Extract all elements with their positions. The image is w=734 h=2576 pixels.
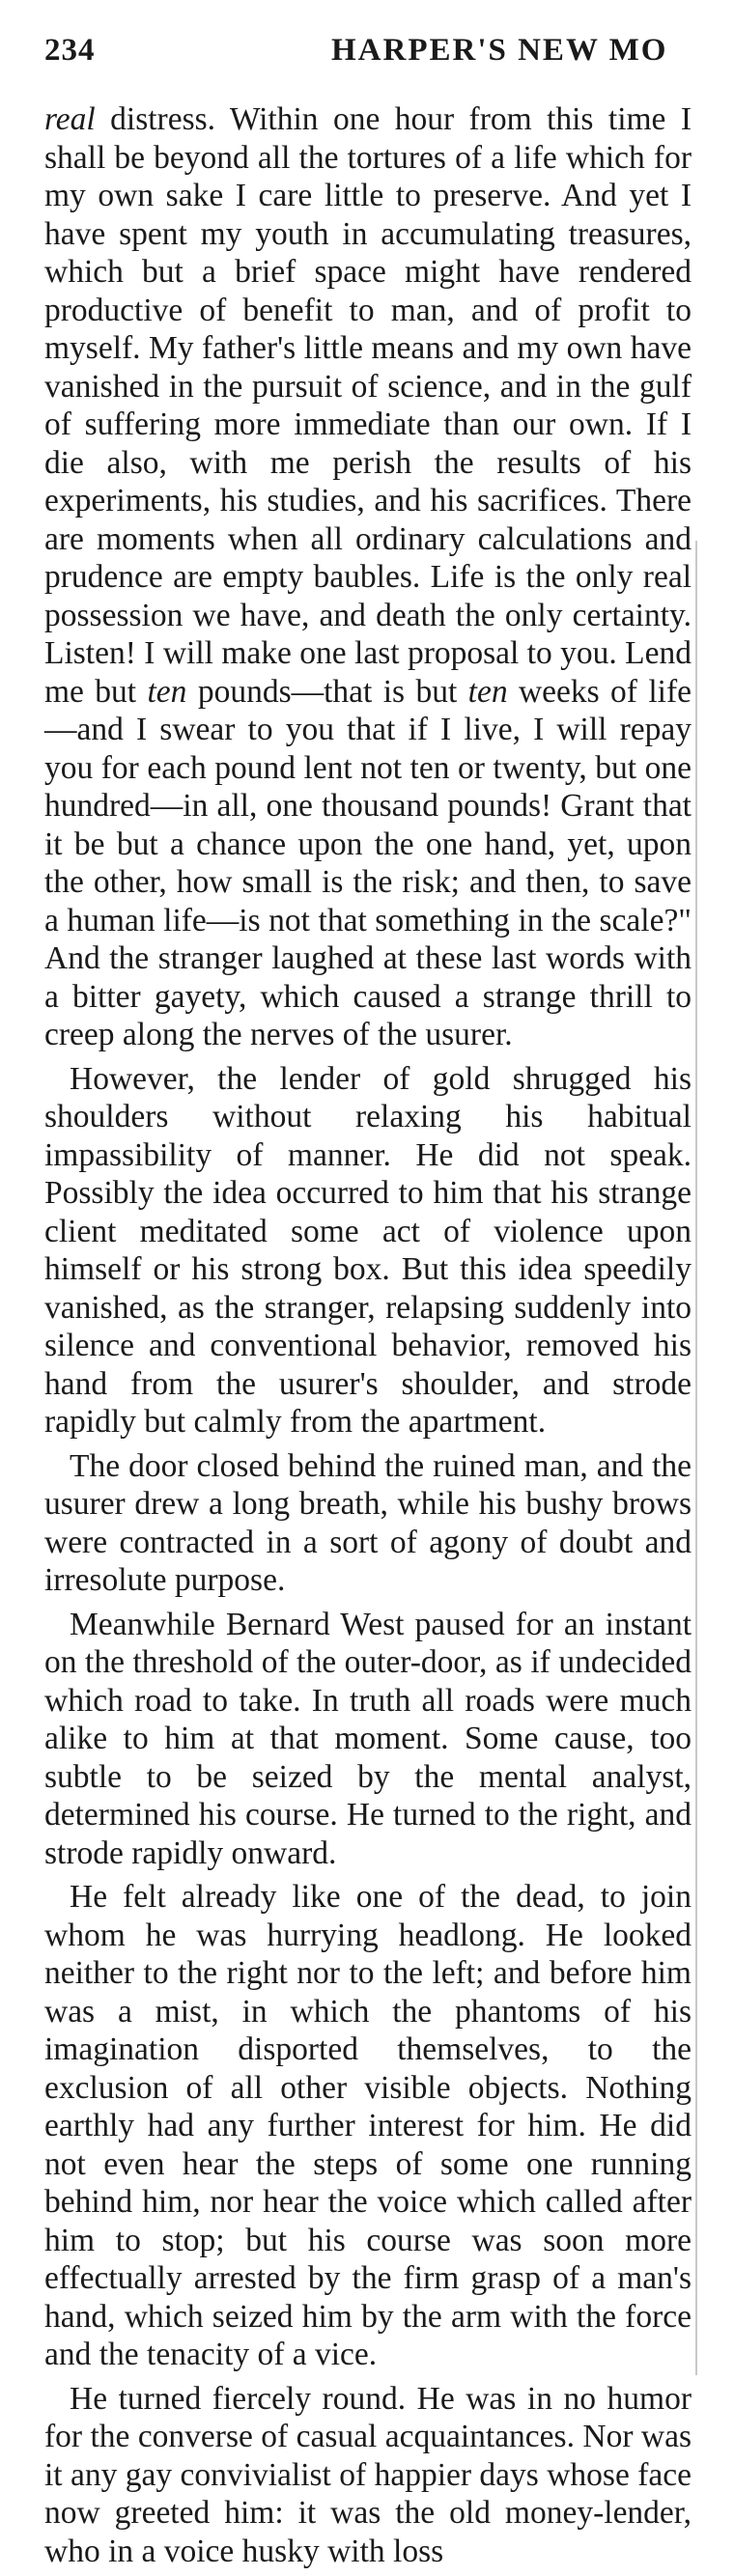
paragraph-3: The door closed behind the ruined man, and the usurer drew a long breath, while his bushy brows were contracted in a sort of agony of doubt and irresolute purpose.	[44, 1447, 692, 1598]
article-body	[44, 100, 692, 2576]
magazine-title: HARPER'S NEW MO	[331, 33, 668, 68]
paragraph-5: He felt already like one of the dead, to join whom he was hurrying headlong. He looked neither to the right nor to the left; and before him was a mist, in which the phantoms of his imagination disported themselves, to the exclusion of all other visible objects. Nothing earthly had any further interest for him. He did not even hear the steps of some one running behind him, nor hear the voice which called after him to stop; but his course was soon more effectually arrested by the firm grasp of a man's hand, which seized him by the arm with the force and the tenacity of a vice.	[44, 1879, 692, 2372]
emphasis-ten-2: ten	[467, 673, 508, 710]
column-rule	[695, 541, 697, 2375]
paragraph-6: He turned fiercely round. He was in no humor for the converse of casual acquaintances. Nor was it any gay convivialist of happier days whose face now greeted him: it was the old money-lender, who in a voice husky with loss	[44, 2380, 692, 2569]
paragraph-2: However, the lender of gold shrugged his shoulders without relaxing his habitual impassibility of manner. He did not speak. Possibly the idea occurred to him that his strange client meditated some act of violence upon himself or his strong box. But this idea speedily vanished, as the stranger, relapsing suddenly into silence and conventional behavior, removed his hand from the usurer's shoulder, and strode rapidly but calmly from the apartment.	[44, 1060, 692, 1440]
paragraph-1-text-a: distress. Within one hour from this time I shall be beyond all the tortures of a life which for my own sake I care little to preserve. And yet I have spent my youth in accumulating treasures, which but a brief space might have rendered productive of benefit to man, and of profit to myself. My father's little means and my own have vanished in the pursuit of science, and in the gulf of suffering more immediate than our own. If I die also, with me perish the results of his experiments, his studies, and his sacrifices. There are moments when all ordinary calculations and prudence are empty baubles. Life is the only real possession we have, and death the only certainty. Listen! I will make one last proposal to you. Lend me but	[44, 101, 692, 710]
emphasis-ten-1: ten	[147, 673, 187, 710]
paragraph-4: Meanwhile Bernard West paused for an instant on the threshold of the outer-door, as if undecided which road to take. In truth all roads were much alike to him at that moment. Some cause, too subtle to be seized by the mental analyst, determined his course. He turned to the right, and strode rapidly onward.	[44, 1606, 692, 1871]
running-head	[44, 33, 734, 81]
emphasis-real: real	[44, 101, 96, 137]
paragraph-1	[44, 100, 692, 1054]
page-number: 234	[44, 33, 96, 68]
paragraph-1-text-b: pounds—that is but	[186, 673, 468, 710]
paragraph-1-text-c: weeks of life—and I swear to you that if I live, I will repay you for each pound lent not ten or twenty, but one hundred—in all, one thousand pounds! Grant that it be but a chance upon the one hand, yet, upon the other, how small is the risk; and then, to save a human life—is not that something in the scale?" And the stranger laughed at these last words with a bitter gayety, which caused a strange thrill to creep along the nerves of the usurer.	[44, 673, 692, 1052]
